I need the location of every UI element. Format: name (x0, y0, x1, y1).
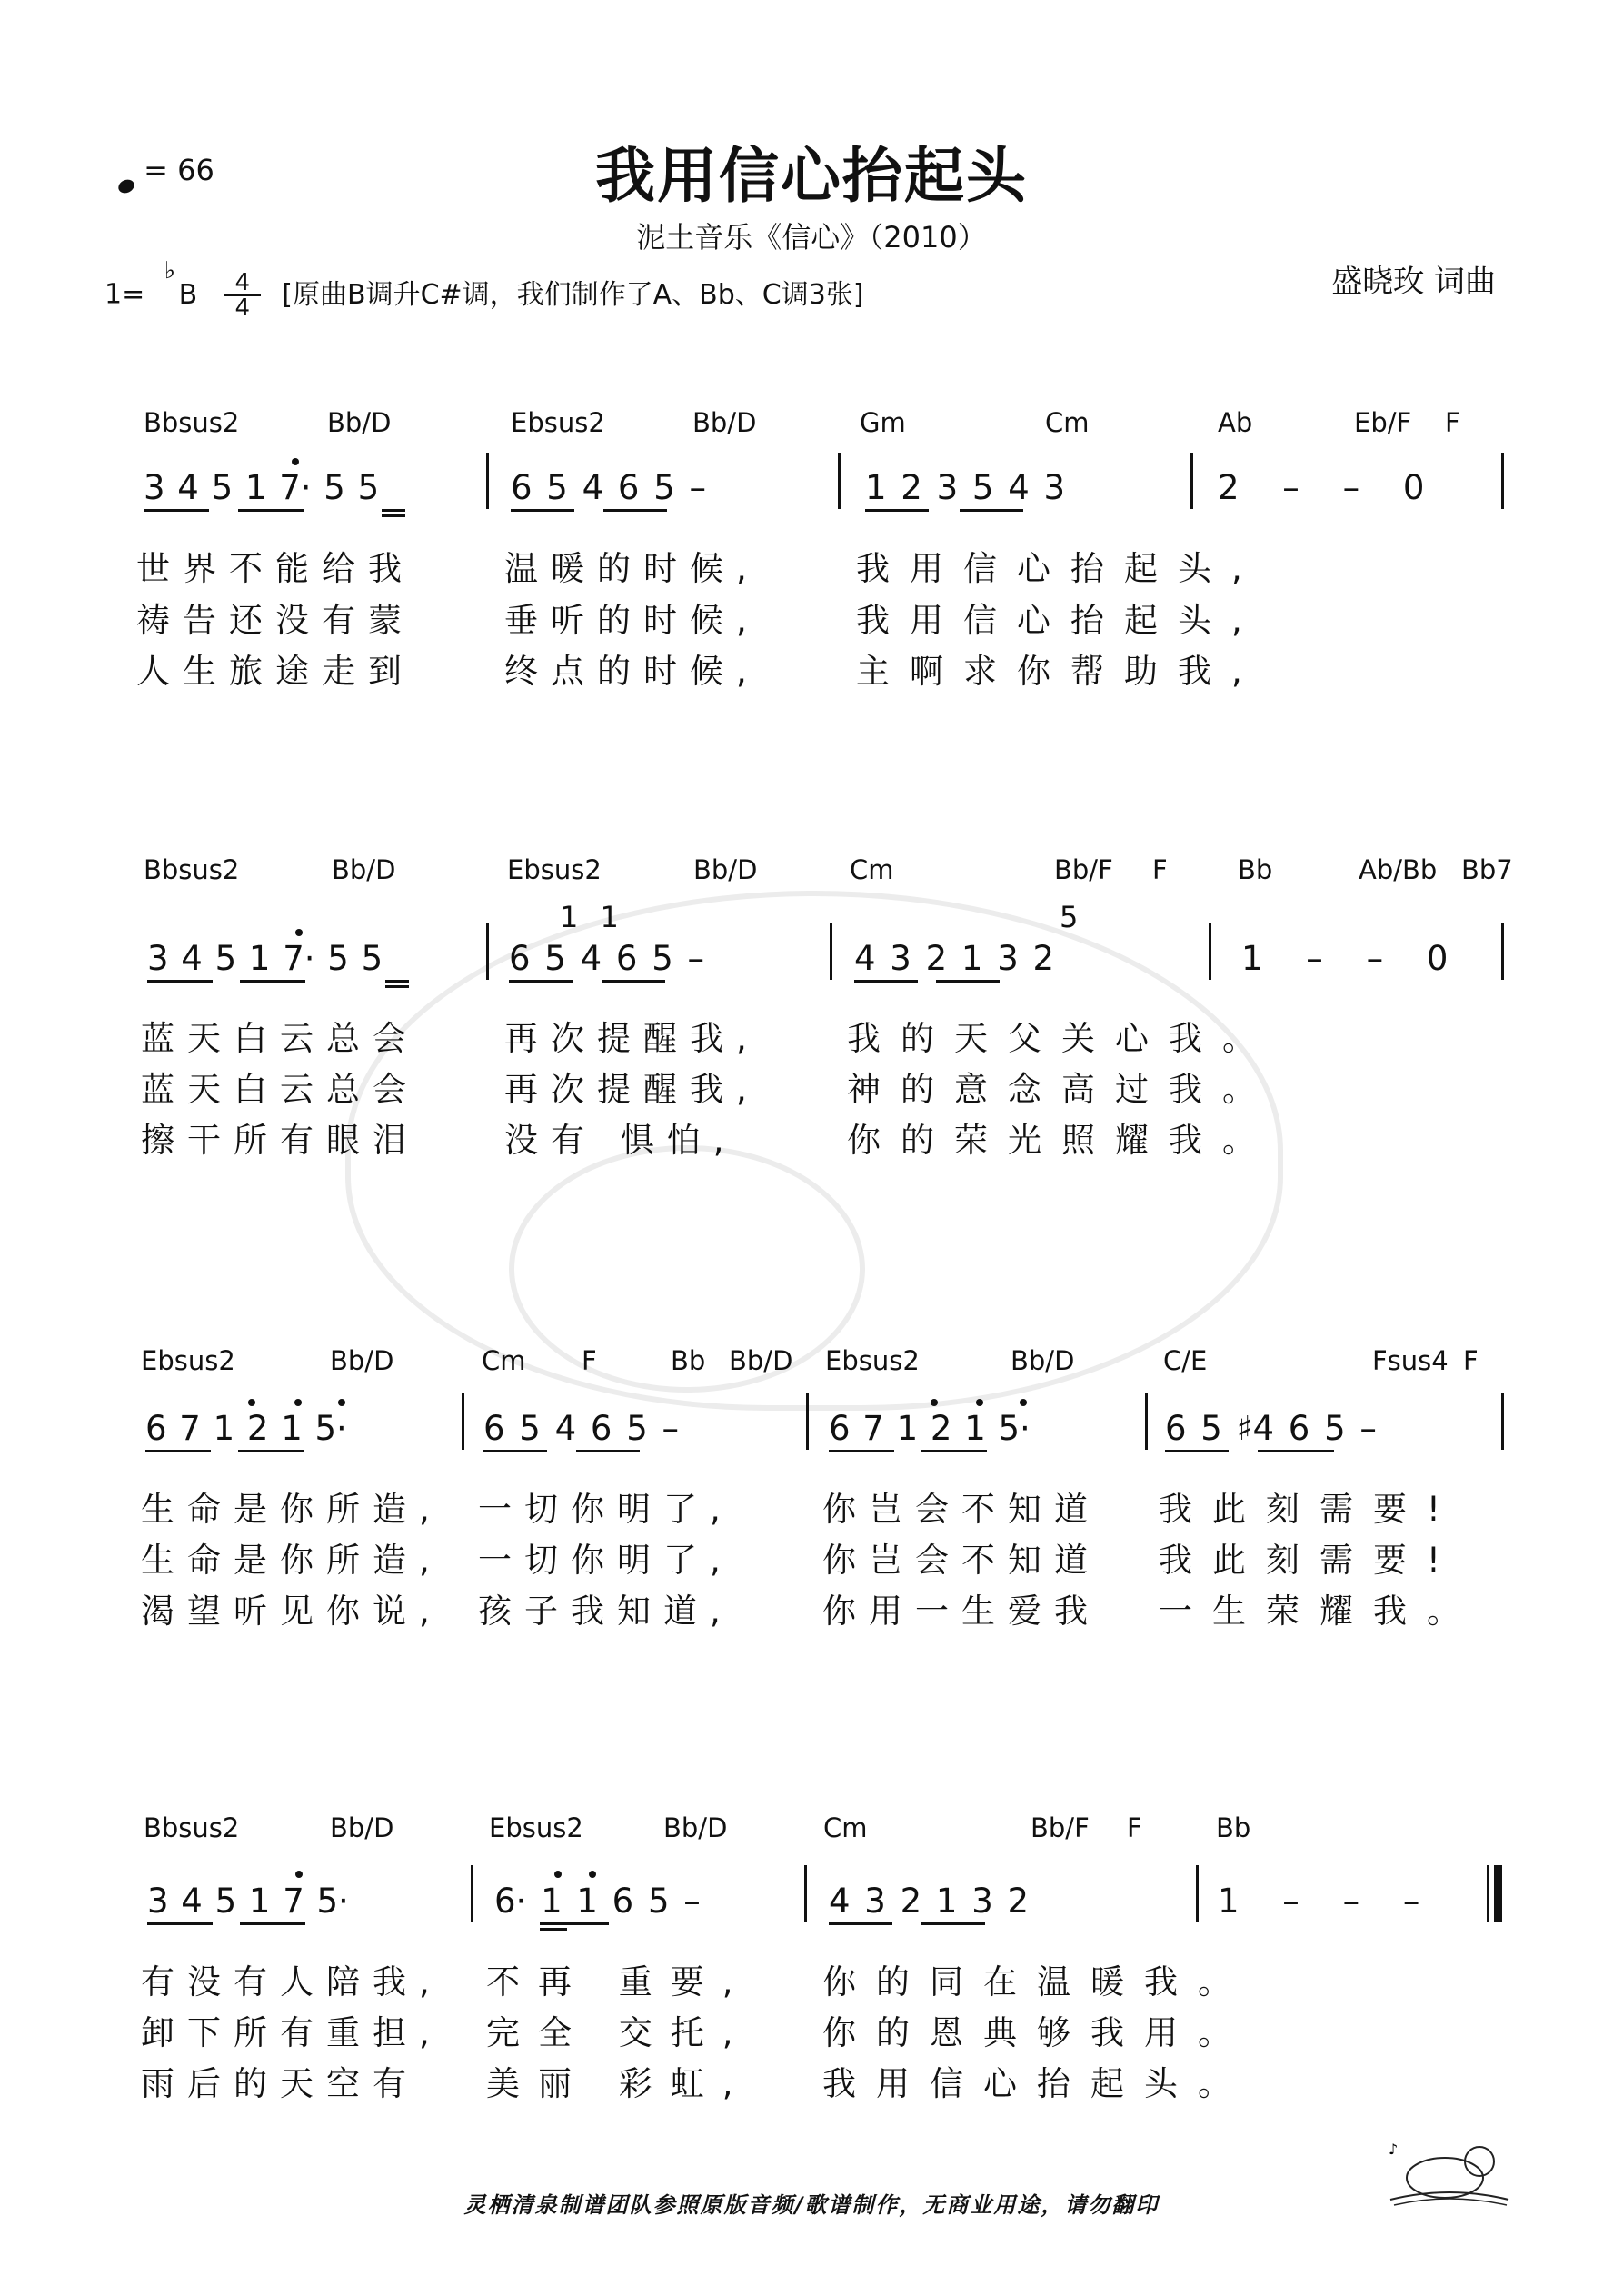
beam-underline (854, 980, 918, 983)
footer-notice: 灵栖清泉制谱团队参照原版音频/歌谱制作，无商业用途，请勿翻印 (463, 2192, 1160, 2218)
barline (1196, 1865, 1199, 1922)
chord-label: Cm (823, 1812, 868, 1843)
beam-underline (385, 985, 409, 988)
octave-dot (292, 458, 299, 465)
barline (806, 1393, 809, 1450)
beam-underline (540, 1928, 567, 1931)
octave-dot (295, 929, 303, 936)
svg-text:♪: ♪ (1389, 2141, 1399, 2158)
lyric-line: 没有 惧怕, (504, 1121, 737, 1160)
beam-underline (936, 980, 1000, 983)
measure-notes: 4 3 2 1 3 2 (854, 939, 1055, 978)
beam-underline (382, 514, 405, 517)
lyric-line: 美丽 彩虹, (486, 2064, 752, 2103)
chord-label: Eb/F (1354, 407, 1412, 438)
chord-label: Bb/D (693, 854, 758, 885)
beam-underline (960, 509, 1023, 512)
chord-label: Bb/D (330, 1812, 394, 1843)
chord-label: Bb/D (330, 1345, 394, 1376)
chord-label: Ebsus2 (141, 1345, 235, 1376)
upper-voice-notes: 5 (1060, 900, 1079, 934)
chord-label: Bb7 (1461, 854, 1513, 885)
beam-underline (576, 1450, 640, 1452)
chord-label: Bb (1238, 854, 1273, 885)
measure-notes: 6 5 4 6 5 – (483, 1409, 680, 1448)
flat-sign: ♭ (164, 256, 176, 285)
chord-label: C/E (1163, 1345, 1208, 1376)
lyric-line: 蓝天白云总会 (141, 1070, 419, 1109)
album-subtitle: 泥土音乐《信心》（2010） (636, 220, 987, 255)
measure-notes: 6 5 4 6 5 – (511, 468, 707, 507)
chord-label: Bb/D (1011, 1345, 1075, 1376)
measure-notes: 4 3 2 1 3 2 (829, 1882, 1030, 1921)
lyric-line: 垂听的时候, (504, 601, 760, 640)
lyric-line: 祷告还没有蒙 (136, 601, 414, 640)
lyric-line: 你的荣光照耀我。 (847, 1121, 1276, 1160)
lyric-line: 终点的时候, (504, 652, 760, 691)
key-signature: 1= ♭ B $\frac{4}{4}$ [原曲B调升C#调，我们制作了A、Bb、C调3张] (105, 256, 864, 322)
chord-label: F (1463, 1345, 1479, 1376)
beam-underline (385, 980, 409, 983)
lyric-line: 世界不能给我 (136, 549, 414, 588)
lyric-line: 你用一生爱我 (822, 1592, 1100, 1631)
author-credit: 盛晓玫 词曲 (1331, 264, 1496, 300)
octave-dot (589, 1871, 596, 1878)
chord-label: F (582, 1345, 597, 1376)
chord-label: F (1445, 407, 1460, 438)
chord-label: F (1127, 1812, 1142, 1843)
lyric-line: 生命是你所造, (141, 1541, 443, 1580)
sheep-logo (1381, 2134, 1518, 2207)
lyric-line: 我的天父关心我。 (847, 1019, 1276, 1058)
lyric-line: 蓝天白云总会 (141, 1019, 419, 1058)
chord-label: Bb (1216, 1812, 1251, 1843)
lyric-line: 完全 交托, (486, 2013, 752, 2052)
barline (1145, 1393, 1148, 1450)
beam-underline (509, 980, 573, 983)
beam-underline (240, 1922, 305, 1925)
octave-dot (976, 1399, 983, 1406)
chord-label: Cm (1045, 407, 1090, 438)
lyric-line: 孩子我知道, (478, 1592, 733, 1631)
measure-notes: 3 4 5 1 7· 5 5 (147, 939, 383, 978)
tempo-marking: = 66 (118, 153, 214, 187)
lyric-line: 生命是你所造, (141, 1490, 443, 1529)
beam-underline (829, 1922, 892, 1925)
sheep-logo-icon (1381, 2134, 1518, 2207)
chord-label: Ebsus2 (507, 854, 602, 885)
measure-notes: 6 7 1 2 1 5· (145, 1409, 347, 1448)
lyric-line: 不再 重要, (486, 1962, 752, 2002)
measure-notes: 6 5 ♯4 6 5 – (1165, 1409, 1377, 1448)
beam-underline (921, 1922, 985, 1925)
beam-underline (483, 1450, 547, 1452)
chord-label: Fsus4 (1372, 1345, 1449, 1376)
chord-label: Bb/D (327, 407, 392, 438)
barline (1501, 1393, 1504, 1450)
beam-underline (603, 509, 667, 512)
barline (1501, 923, 1504, 980)
chord-label: F (1152, 854, 1168, 885)
lyric-line: 你岂会不知道 (822, 1490, 1100, 1529)
lyric-line: 我用信心抬起头, (856, 601, 1262, 640)
barline (1501, 453, 1504, 509)
final-barline-thin (1487, 1865, 1489, 1922)
barline (804, 1865, 807, 1922)
song-title: 我用信心抬起头 (595, 141, 1028, 211)
beam-underline (147, 1922, 213, 1925)
beam-underline (144, 509, 209, 512)
final-barline-thick (1494, 1865, 1502, 1922)
chord-label: Bb/D (692, 407, 757, 438)
lyric-line: 你的同在温暖我。 (822, 1962, 1251, 2002)
octave-dot (931, 1399, 938, 1406)
beam-underline (602, 980, 665, 983)
lyric-line: 一切你明了, (478, 1541, 733, 1580)
barline (462, 1393, 464, 1450)
lyric-line: 渴望听见你说, (141, 1592, 443, 1631)
lyric-line: 我此刻需要! (1159, 1541, 1460, 1580)
lyric-line: 神的意念高过我。 (847, 1070, 1276, 1109)
beam-underline (1258, 1450, 1334, 1452)
chord-label: Cm (482, 1345, 526, 1376)
chord-label: Bb (671, 1345, 706, 1376)
lyric-line: 人生旅途走到 (136, 652, 414, 691)
beam-underline (238, 509, 304, 512)
chord-label: Bb/D (332, 854, 396, 885)
measure-notes: 6 5 4 6 5 – (509, 939, 705, 978)
measure-notes: 2 – – 0 (1218, 468, 1425, 507)
beam-underline (921, 1450, 987, 1452)
upper-voice-notes: 1 1 (560, 900, 619, 934)
lyric-line: 有没有人陪我, (141, 1962, 443, 2002)
lyric-line: 我用信心抬起头, (856, 549, 1262, 588)
chord-label: Bbsus2 (144, 1812, 240, 1843)
lyric-line: 卸下所有重担, (141, 2013, 443, 2052)
measure-notes: 1 – – 0 (1241, 939, 1449, 978)
chord-label: Ebsus2 (489, 1812, 583, 1843)
barline (486, 923, 489, 980)
measure-notes: 1 2 3 5 4 3 (865, 468, 1066, 507)
octave-dot (295, 1871, 303, 1878)
measure-notes: 6· 1 1 6 5 – (494, 1882, 701, 1921)
octave-dot (294, 1399, 302, 1406)
beam-underline (865, 509, 929, 512)
lyric-line: 再次提醒我, (504, 1019, 760, 1058)
beam-underline (540, 1922, 609, 1925)
chord-label: Bbsus2 (144, 407, 240, 438)
key-note-text: [原曲B调升C#调，我们制作了A、Bb、C调3张] (282, 278, 864, 311)
lyric-line: 擦干所有眼泪 (141, 1121, 419, 1160)
beam-underline (511, 509, 574, 512)
beam-underline (145, 1450, 211, 1452)
chord-label: Ebsus2 (511, 407, 605, 438)
measure-notes: 3 4 5 1 7 5· (147, 1882, 349, 1921)
beam-underline (238, 1450, 304, 1452)
beam-underline (240, 980, 305, 983)
octave-dot (338, 1399, 345, 1406)
chord-label: Cm (850, 854, 894, 885)
lyric-line: 再次提醒我, (504, 1070, 760, 1109)
chord-label: Bb/F (1054, 854, 1113, 885)
lyric-line: 你的恩典够我用。 (822, 2013, 1251, 2052)
chord-label: Gm (860, 407, 906, 438)
barline (1190, 453, 1193, 509)
barline (830, 923, 832, 980)
barline (838, 453, 841, 509)
beam-underline (1165, 1450, 1229, 1452)
lyric-line: 一生荣耀我。 (1159, 1592, 1480, 1631)
lyric-line: 我用信心抬起头。 (822, 2064, 1251, 2103)
lyric-line: 一切你明了, (478, 1490, 733, 1529)
lyric-line: 温暖的时候, (504, 549, 760, 588)
chord-label: Bb/D (729, 1345, 793, 1376)
chord-label: Ab (1218, 407, 1253, 438)
octave-dot (1020, 1399, 1027, 1406)
lyric-line: 雨后的天空有 (141, 2064, 419, 2103)
lyric-line: 我此刻需要! (1159, 1490, 1460, 1529)
beam-underline (147, 980, 213, 983)
chord-label: Bbsus2 (144, 854, 240, 885)
beam-underline (829, 1450, 894, 1452)
octave-dot (554, 1871, 562, 1878)
chord-label: Ebsus2 (825, 1345, 920, 1376)
chord-label: Ab/Bb (1359, 854, 1438, 885)
chord-label: Bb/D (663, 1812, 728, 1843)
measure-notes: 1 – – – (1218, 1882, 1420, 1921)
lyric-line: 你岂会不知道 (822, 1541, 1100, 1580)
chord-label: Bb/F (1031, 1812, 1090, 1843)
time-signature: $\frac{4}{4}$ (224, 271, 261, 320)
beam-underline (382, 509, 405, 512)
measure-notes: 6 7 1 2 1 5· (829, 1409, 1031, 1448)
barline (486, 453, 489, 509)
lyric-line: 主啊求你帮助我, (856, 652, 1262, 691)
barline (471, 1865, 473, 1922)
octave-dot (248, 1399, 255, 1406)
measure-notes: 3 4 5 1 7· 5 5 (144, 468, 380, 507)
barline (1209, 923, 1211, 980)
